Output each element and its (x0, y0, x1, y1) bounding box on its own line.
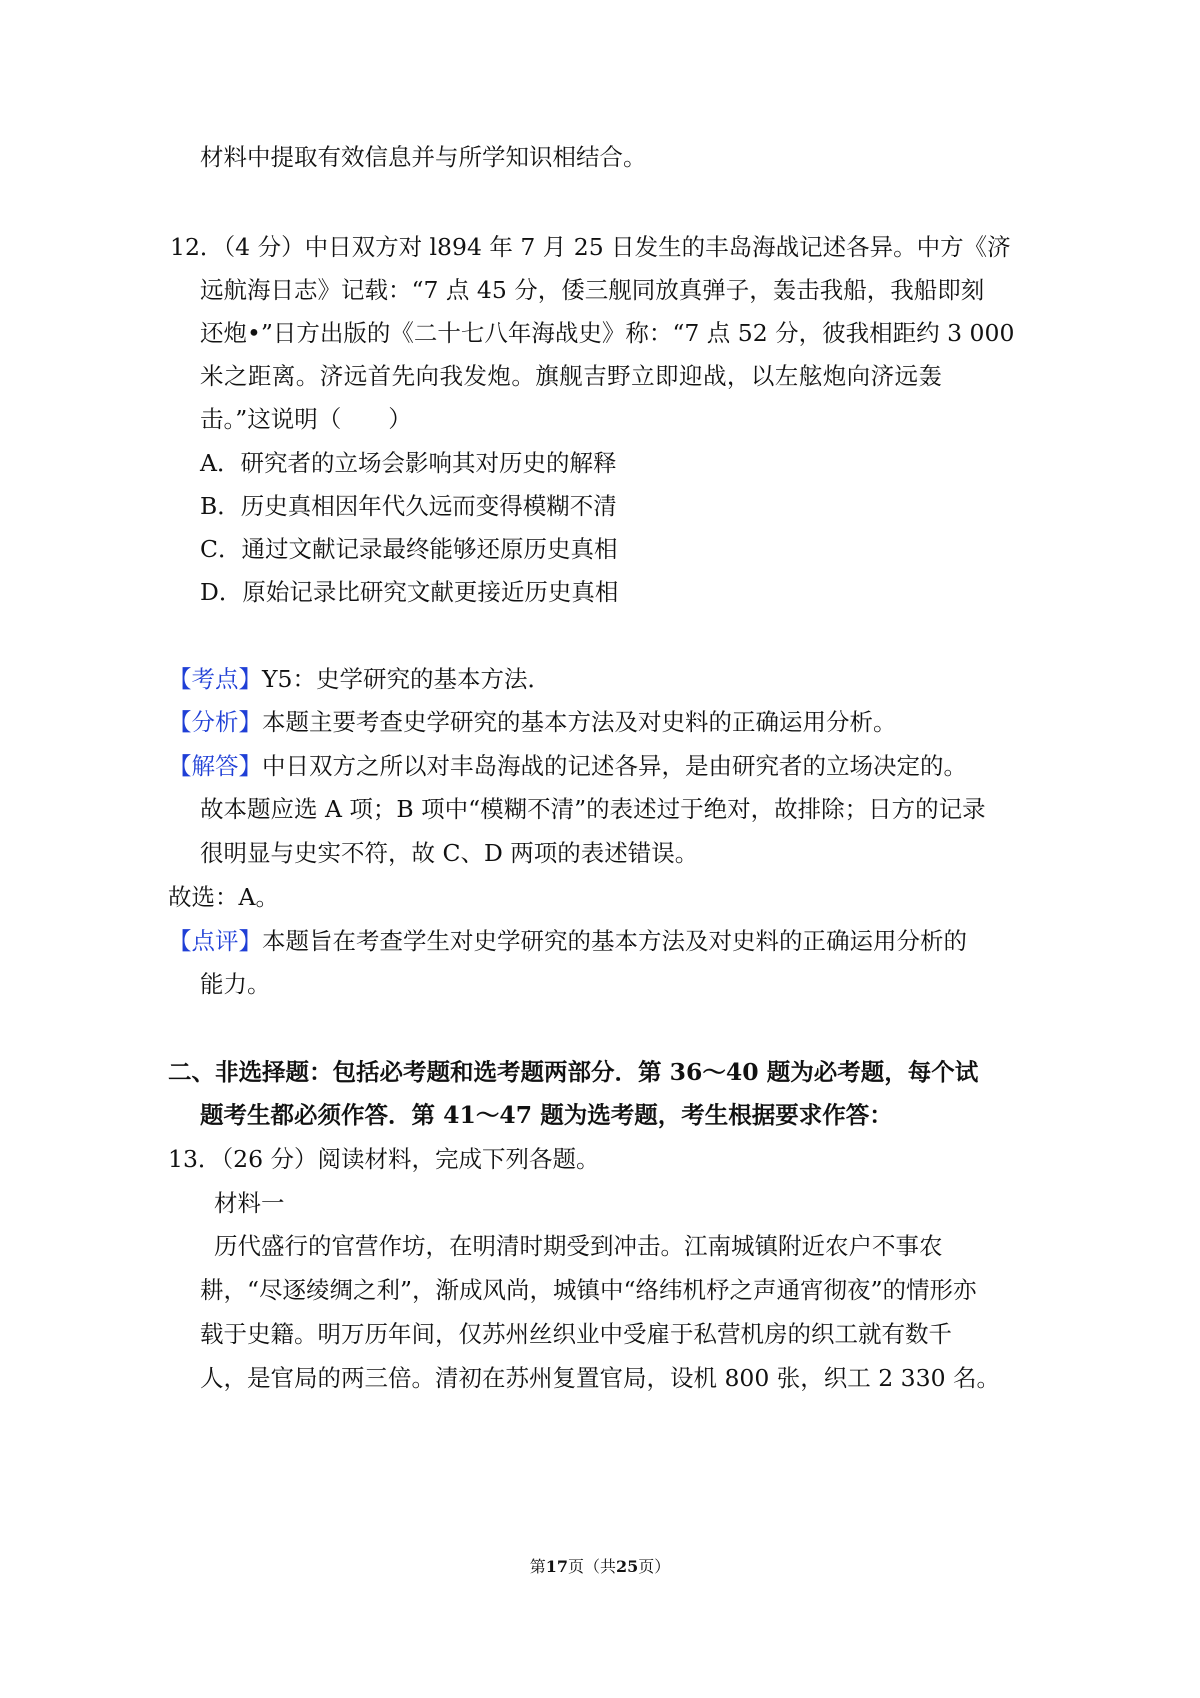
q13-stem: 13．（26 分）阅读材料，完成下列各题。 (168, 1145, 600, 1173)
total-pages: 25 (616, 1557, 639, 1576)
q12-option-d: D．原始记录比研究文献更接近历史真相 (200, 578, 619, 606)
jieda-text: 中日双方之所以对丰岛海战的记述各异，是由研究者的立场决定的。 (262, 752, 967, 780)
answer-text: 故选：A。 (168, 883, 279, 911)
q12-stem-line: 12．（4 分）中日双方对 l894 年 7 月 25 日发生的丰岛海战记述各异。中方《济 (170, 233, 1011, 261)
q12-stem-line: 米之距离。济远首先向我发炮。旗舰吉野立即迎战，以左舷炮向济远轰 (200, 362, 942, 390)
jieda-line: 故本题应选 A 项；B 项中“模糊不清”的表述过于绝对，故排除；日方的记录 (200, 795, 986, 823)
fenxi-tag: 【分析】 (168, 708, 262, 736)
dianping-text: 本题旨在考查学生对史学研究的基本方法及对史料的正确运用分析的 (262, 927, 967, 955)
page-number: 17 (545, 1557, 568, 1576)
jieda-row (168, 750, 967, 782)
kaodian-row (168, 663, 551, 695)
material-line: 耕，“尽逐绫绸之利”，渐成风尚，城镇中“络纬机杼之声通宵彻夜”的情形亦 (200, 1276, 977, 1304)
fenxi-row (168, 706, 897, 738)
q12-stem-line: 远航海日志》记载：“7 点 45 分，倭三舰同放真弹子，轰击我船，我船即刻 (200, 276, 985, 304)
footer-mid: 页（共 (567, 1557, 616, 1576)
kaodian-tag: 【考点】 (168, 665, 262, 693)
footer-prefix: 第 (529, 1557, 546, 1576)
section-heading-line: 二、非选择题：包括必考题和选考题两部分．第 36～40 题为必考题，每个试 (168, 1058, 979, 1086)
material-label: 材料一 (214, 1189, 285, 1217)
fenxi-text: 本题主要考查史学研究的基本方法及对史料的正确运用分析。 (262, 708, 897, 736)
q12-option-b: B．历史真相因年代久远而变得模糊不清 (200, 492, 617, 520)
material-line: 历代盛行的官营作坊，在明清时期受到冲击。江南城镇附近农户不事农 (214, 1232, 943, 1260)
q12-stem-line: 还炮•”日方出版的《二十七八年海战史》称：“7 点 52 分，彼我相距约 3 000 (200, 319, 1015, 347)
jieda-tag: 【解答】 (168, 752, 262, 780)
footer-suffix: 页） (638, 1557, 671, 1576)
dianping-row (168, 925, 967, 957)
material-line: 载于史籍。明万历年间，仅苏州丝织业中受雇于私营机房的织工就有数千 (200, 1320, 952, 1348)
section-heading-line: 题考生都必须作答．第 41～47 题为选考题，考生根据要求作答： (200, 1101, 893, 1129)
jieda-line: 很明显与史实不符，故 C、D 两项的表述错误。 (200, 839, 699, 867)
q12-option-a: A．研究者的立场会影响其对历史的解释 (200, 449, 617, 477)
page-footer (0, 1556, 1200, 1578)
kaodian-text: Y5：史学研究的基本方法． (262, 665, 551, 693)
dianping-line: 能力。 (200, 970, 271, 998)
material-line: 人，是官局的两三倍。清初在苏州复置官局，设机 800 张，织工 2 330 名。 (200, 1364, 1001, 1392)
q12-stem-line: 击。”这说明（ ） (200, 405, 412, 433)
intro-tail-text: 材料中提取有效信息并与所学知识相结合。 (200, 143, 647, 171)
q12-option-c: C．通过文献记录最终能够还原历史真相 (200, 535, 618, 563)
dianping-tag: 【点评】 (168, 927, 262, 955)
